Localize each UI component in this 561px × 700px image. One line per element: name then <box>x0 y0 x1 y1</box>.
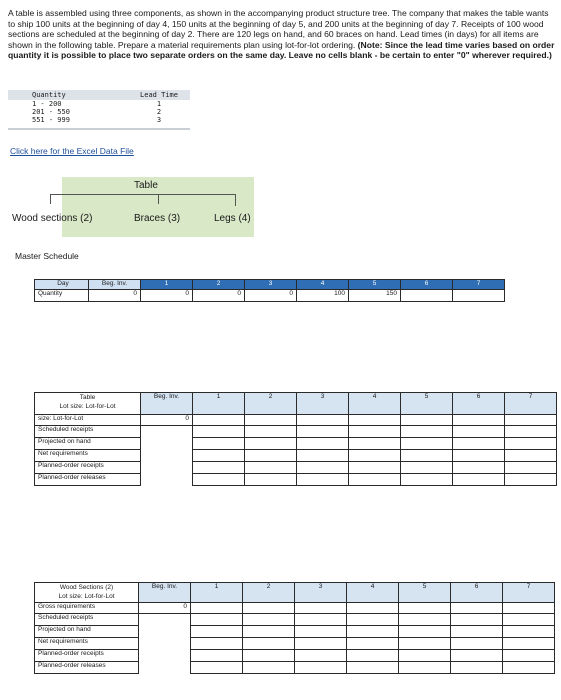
lead-time-header-label: Lead Time <box>140 91 178 99</box>
spacer <box>138 661 191 674</box>
day-header: 7 <box>452 279 505 290</box>
lead-time-table <box>8 90 190 130</box>
mrp-row-label: Gross requirements <box>34 602 139 614</box>
table-mrp-grid <box>34 392 556 497</box>
beg-inv-label: Beg. Inv. <box>88 279 141 290</box>
lead-time-row <box>8 116 190 124</box>
quantity-input[interactable]: 0 <box>244 289 297 302</box>
day-header: 1 <box>192 392 245 415</box>
mrp-row-label: Projected on hand <box>34 625 139 638</box>
lead-time-value: 3 <box>156 116 162 124</box>
day-header: 6 <box>452 392 505 415</box>
quantity-input[interactable]: 0 <box>192 289 245 302</box>
mrp-input-cell[interactable] <box>242 661 295 674</box>
mrp-row-label: Planned-order releases <box>34 661 139 674</box>
mrp-input-cell[interactable] <box>398 661 451 674</box>
mrp-input-cell[interactable] <box>348 473 401 486</box>
beg-inv-label: Beg. Inv. <box>140 392 193 415</box>
quantity-range: 551 - 999 <box>32 116 70 124</box>
product-structure-tree <box>10 177 270 237</box>
beg-inv-label: Beg. Inv. <box>138 582 191 603</box>
mrp-row-label: Scheduled receipts <box>34 425 141 438</box>
mrp-input-cell[interactable] <box>502 661 555 674</box>
spacer <box>140 473 193 486</box>
lead-time-header <box>8 90 190 100</box>
day-header: 4 <box>296 279 349 290</box>
quantity-header: Quantity <box>32 91 66 99</box>
mrp-row-label: size: Lot-for-Lot <box>34 414 141 426</box>
mrp-item-title: Table <box>79 394 96 401</box>
mrp-input-cell[interactable] <box>504 473 557 486</box>
mrp-row-label: Projected on hand <box>34 437 141 450</box>
beg-inv-input[interactable]: 0 <box>88 289 141 302</box>
tree-connector <box>50 194 51 204</box>
quantity-input[interactable]: 100 <box>296 289 349 302</box>
problem-note: (Note: Since the lead time varies based on order quantity it is possible to place two separate orders on the same day. Leave no cells blank - be certain to enter "0" wherever required.) <box>8 39 555 61</box>
beg-inv-input[interactable]: 0 <box>138 602 191 614</box>
day-label: Day <box>34 279 89 290</box>
mrp-row-label: Net requirements <box>34 637 139 650</box>
lead-time-value: 1 <box>156 100 162 108</box>
tree-connector <box>50 194 236 195</box>
mrp-row-label: Planned-order releases <box>34 473 141 486</box>
mrp-input-cell[interactable] <box>450 661 503 674</box>
master-schedule-title: Master Schedule <box>15 251 79 261</box>
wood-sections-mrp-grid <box>34 582 556 685</box>
day-header: 6 <box>450 582 503 603</box>
problem-statement <box>8 8 556 61</box>
quantity-range: 201 - 550 <box>32 108 70 116</box>
lead-time-row <box>8 108 190 116</box>
quantity-range: 1 - 200 <box>32 100 62 108</box>
day-header: 2 <box>244 392 297 415</box>
mrp-lot-size: Lot size: Lot-for-Lot <box>59 402 116 410</box>
spacer <box>504 289 557 302</box>
day-header: 1 <box>190 582 243 603</box>
day-header: 6 <box>400 279 453 290</box>
quantity-input[interactable]: 0 <box>140 289 193 302</box>
mrp-row-label: Planned-order receipts <box>34 461 141 474</box>
quantity-input[interactable] <box>400 289 453 302</box>
lead-time-row <box>8 100 190 108</box>
mrp-input-cell[interactable] <box>296 473 349 486</box>
excel-data-file-link[interactable]: Click here for the Excel Data File <box>10 146 134 156</box>
mrp-title-cell <box>34 392 141 415</box>
mrp-row-label: Net requirements <box>34 449 141 462</box>
day-header: 3 <box>294 582 347 603</box>
mrp-item-title: Wood Sections (2) <box>59 584 114 591</box>
day-header: 2 <box>242 582 295 603</box>
day-header: 5 <box>398 582 451 603</box>
mrp-input-cell[interactable] <box>346 661 399 674</box>
tree-root: Table <box>134 180 158 191</box>
day-header: 4 <box>346 582 399 603</box>
table-divider <box>8 128 190 130</box>
day-header: 3 <box>244 279 297 290</box>
tree-highlight <box>62 177 254 237</box>
beg-inv-input[interactable]: 0 <box>140 414 193 426</box>
day-header: 1 <box>140 279 193 290</box>
mrp-input-cell[interactable] <box>452 473 505 486</box>
problem-text: A table is assembled using three components, as shown in the accompanying product structure tree. The company that makes the table wants to ship 100 units at the beginning of day 4, 150 units at the beginning of day 5, and 200 units at the beginning of day 7. Receipts of 100 wood sections are scheduled at the beginning of day 2. There are 120 legs on hand, and 60 braces on hand. Lead times (in days) for all items are shown in the following table. Prepare a material requirements plan using lot-for-lot ordering. <box>8 8 549 50</box>
mrp-input-cell[interactable] <box>294 661 347 674</box>
day-header: 7 <box>504 392 557 415</box>
mrp-title-cell <box>34 582 139 603</box>
day-header: 3 <box>296 392 349 415</box>
tree-connector <box>158 195 159 204</box>
mrp-row-label: Scheduled receipts <box>34 613 139 626</box>
mrp-input-cell[interactable] <box>192 473 245 486</box>
mrp-row-label: Planned-order receipts <box>34 649 139 662</box>
day-header: 4 <box>348 392 401 415</box>
day-header: 7 <box>502 582 555 603</box>
mrp-input-cell[interactable] <box>244 473 297 486</box>
tree-child-legs: Legs (4) <box>214 213 251 224</box>
tree-child-braces: Braces (3) <box>134 213 181 224</box>
mrp-input-cell[interactable] <box>400 473 453 486</box>
tree-child-wood: Wood sections (2) <box>12 213 93 224</box>
day-header: 5 <box>400 392 453 415</box>
mrp-lot-size: Lot size: Lot-for-Lot <box>58 592 115 600</box>
quantity-input[interactable]: 150 <box>348 289 401 302</box>
day-header: 5 <box>348 279 401 290</box>
quantity-label: Quantity <box>34 289 89 302</box>
day-header: 2 <box>192 279 245 290</box>
quantity-input[interactable] <box>452 289 505 302</box>
mrp-input-cell[interactable] <box>190 661 243 674</box>
tree-connector <box>235 194 236 206</box>
master-schedule-grid <box>34 279 556 301</box>
lead-time-value: 2 <box>156 108 162 116</box>
